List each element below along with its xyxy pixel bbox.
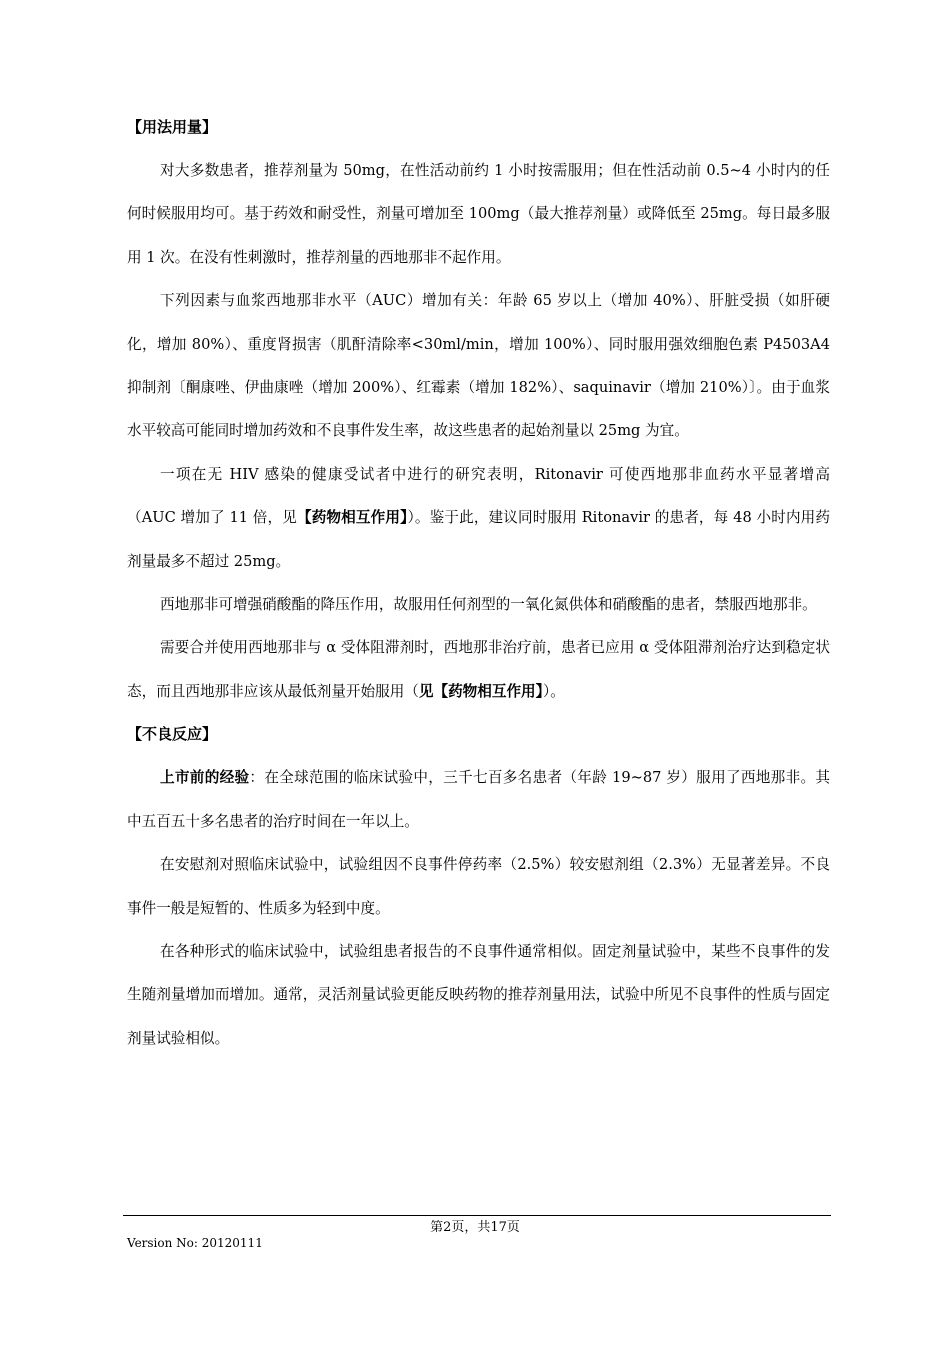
paragraph-text: 下列因素与血浆西地那非水平（AUC）增加有关：年龄 65 岁以上（增加 40%）、肝脏受损（如肝硬化，增加 80%）、重度肾损害（肌酐清除率<30ml/min，增加 100%）、同时服用强效细胞色素 P4503A4 抑制剂〔酮康唑、伊曲康唑（增加 200%）、红霉素（增加 182%）、saquinavir（增加 210%）〕。由于血浆水平较高可能同时增加药效和不良事件发生率，故这些患者的起始剂量以 25mg 为宜。 xyxy=(127,292,830,440)
usage-paragraph-1 xyxy=(127,149,830,279)
adverse-paragraph-1 xyxy=(127,756,830,843)
page-number: 第2页，共17页 xyxy=(430,1220,520,1235)
cross-reference-drug-interactions: 见【药物相互作用】 xyxy=(418,682,543,700)
usage-paragraph-5 xyxy=(127,626,830,713)
paragraph-text: 在安慰剂对照临床试验中，试验组因不良事件停药率（2.5%）较安慰剂组（2.3%）无显著差异。不良事件一般是短暂的、性质多为轻到中度。 xyxy=(127,856,830,917)
usage-paragraph-3 xyxy=(127,453,830,583)
adverse-paragraph-2 xyxy=(127,843,830,930)
version-number: Version No: 20120111 xyxy=(127,1236,263,1250)
paragraph-text: 一项在无 HIV 感染的健康受试者中进行的研究表明，Ritonavir 可使西地那非血药水平显著增高（AUC 增加了 11 倍，见 xyxy=(127,465,830,527)
usage-paragraph-2 xyxy=(127,279,830,453)
section-heading-usage: 【用法用量】 xyxy=(127,118,218,136)
paragraph-text: 在各种形式的临床试验中，试验组患者报告的不良事件通常相似。固定剂量试验中，某些不良事件的发生随剂量增加而增加。通常，灵活剂量试验更能反映药物的推荐剂量用法，试验中所见不良事件的性质与固定剂量试验相似。 xyxy=(127,942,830,1047)
document-body xyxy=(127,106,830,1060)
paragraph-text: 西地那非可增强硝酸酯的降压作用，故服用任何剂型的一氧化氮供体和硝酸酯的患者，禁服西地那非。 xyxy=(160,596,817,614)
usage-paragraph-4 xyxy=(127,583,830,626)
paragraph-text: ）。鉴于此，建议同时服用 Ritonavir 的患者，每 48 小时内用药剂量最多不超过 25mg。 xyxy=(127,509,831,570)
section-heading-adverse-reactions: 【不良反应】 xyxy=(127,725,218,744)
paragraph-lead-bold: 上市前的经验 xyxy=(160,769,250,787)
paragraph-text: ）。 xyxy=(542,682,565,700)
adverse-paragraph-3 xyxy=(127,930,830,1060)
paragraph-text: 需要合并使用西地那非与 α 受体阻滞剂时，西地那非治疗前，患者已应用 α 受体阻滞剂治疗达到稳定状态，而且西地那非应该从最低剂量开始服用（ xyxy=(127,639,830,700)
paragraph-text: ：在全球范围的临床试验中，三千七百多名患者（年龄 19~87 岁）服用了西地那非。其中五百五十多名患者的治疗时间在一年以上。 xyxy=(127,769,830,830)
cross-reference-drug-interactions: 【药物相互作用】 xyxy=(296,509,408,527)
paragraph-text: 对大多数患者，推荐剂量为 50mg，在性活动前约 1 小时按需服用；但在性活动前 0.5~4 小时内的任何时候服用均可。基于药效和耐受性，剂量可增加至 100mg（最大推荐剂量）或降低至 25mg。每日最多服用 1 次。在没有性刺激时，推荐剂量的西地那非不起作用。 xyxy=(127,162,830,266)
